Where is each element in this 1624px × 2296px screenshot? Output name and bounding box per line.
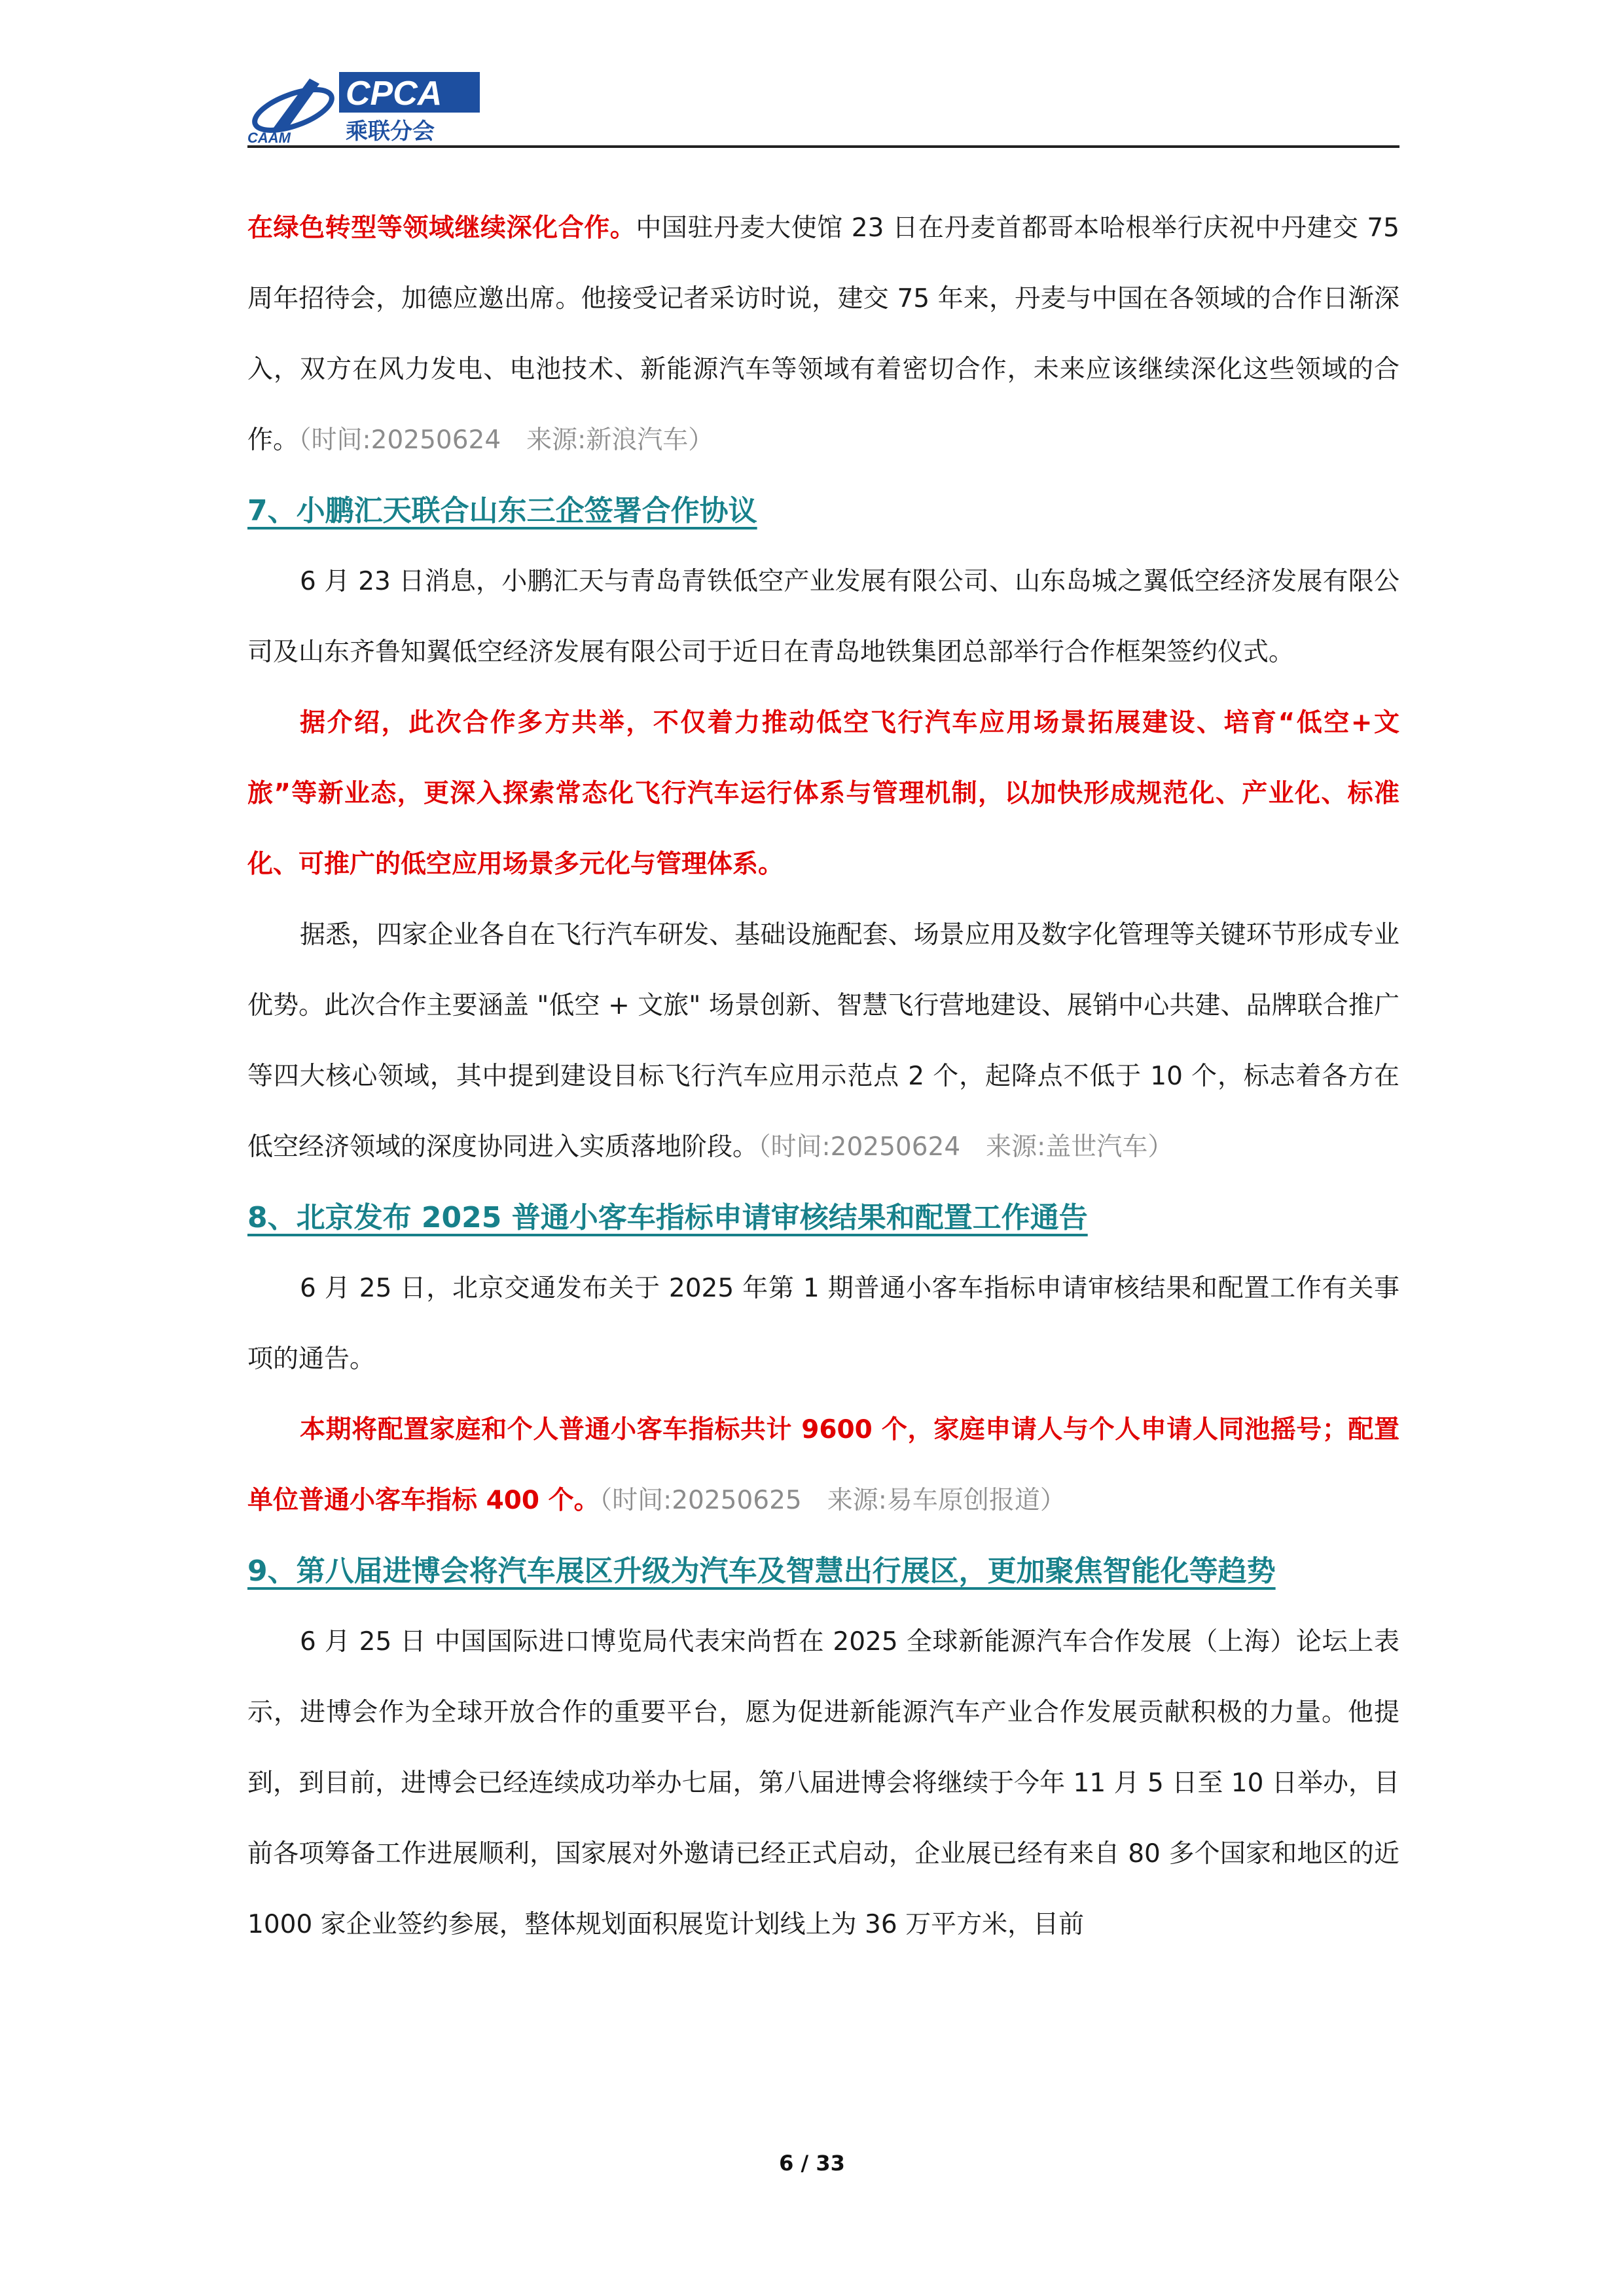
- highlight-text: 在绿色转型等领域继续深化合作。: [247, 213, 636, 243]
- article-body: [247, 193, 1399, 1960]
- highlight-text: 本期将配置家庭和个人普通小客车指标共计 9600 个，家庭申请人与个人申请人同池摇号；配置单位普通小客车指标 400 个。: [247, 1415, 1399, 1515]
- paragraph: 6 月 25 日，北京交通发布关于 2025 年第 1 期普通小客车指标申请审核结果和配置工作有关事项的通告。: [247, 1274, 1399, 1374]
- page-header: [247, 65, 1399, 147]
- section-heading-9: 9、第八届进博会将汽车展区升级为汽车及智慧出行展区，更加聚焦智能化等趋势: [247, 1554, 1276, 1588]
- source-meta: （时间:20250625 来源:易车原创报道）: [599, 1486, 1066, 1515]
- body-text: 据悉，四家企业各自在飞行汽车研发、基础设施配套、场景应用及数字化管理等关键环节形成专业优势。此次合作主要涵盖 "低空 + 文旅" 场景创新、智慧飞行营地建设、展销中心共建、品牌联合推广等四大核心领域，其中提到建设目标飞行汽车应用示范点 2 个，起降点不低于 10 个，标志着各方在低空经济领域的深度协同进入实质落地阶段。: [247, 920, 1399, 1162]
- paragraph: [247, 193, 1399, 476]
- section-heading-7: 7、小鹏汇天联合山东三企签署合作协议: [247, 494, 757, 528]
- section-heading-8: 8、北京发布 2025 普通小客车指标申请审核结果和配置工作通告: [247, 1201, 1088, 1234]
- svg-text:CPCA: CPCA: [346, 75, 442, 113]
- source-meta: （时间:20250624 来源:新浪汽车）: [298, 425, 714, 455]
- source-meta: （时间:20250624 来源:盖世汽车）: [758, 1132, 1174, 1162]
- cpca-logo: [247, 65, 483, 144]
- paragraph: [247, 900, 1399, 1183]
- highlight-paragraph: 据介绍，此次合作多方共举，不仅着力推动低空飞行汽车应用场景拓展建设、培育“低空+文旅”等新业态，更深入探索常态化飞行汽车运行体系与管理机制，以加快形成规范化、产业化、标准化、可推广的低空应用场景多元化与管理体系。: [247, 708, 1399, 879]
- body-text: 中国驻丹麦大使馆 23 日在丹麦首都哥本哈根举行庆祝中丹建交 75 周年招待会，加德应邀出席。他接受记者采访时说，建交 75 年来，丹麦与中国在各领域的合作日渐深入，双方在风力发电、电池技术、新能源汽车等领域有着密切合作，未来应该继续深化这些领域的合作。: [247, 213, 1399, 455]
- svg-text:CAAM: CAAM: [247, 130, 291, 144]
- paragraph: [247, 1395, 1399, 1536]
- header-rule: [247, 145, 1399, 148]
- page-number: 6 / 33: [779, 2151, 845, 2176]
- paragraph: 6 月 23 日消息，小鹏汇天与青岛青铁低空产业发展有限公司、山东岛城之翼低空经济发展有限公司及山东齐鲁知翼低空经济发展有限公司于近日在青岛地铁集团总部举行合作框架签约仪式。: [247, 567, 1399, 667]
- paragraph: 6 月 25 日 中国国际进口博览局代表宋尚哲在 2025 全球新能源汽车合作发展（上海）论坛上表示，进博会作为全球开放合作的重要平台，愿为促进新能源汽车产业合作发展贡献积极的力量。他提到，到目前，进博会已经连续成功举办七届，第八届进博会将继续于今年 11 月 5 日至 10 日举办，目前各项筹备工作进展顺利，国家展对外邀请已经正式启动，企业展已经有来自 80 多个国家和地区的近 1000 家企业签约参展，整体规划面积展览计划线上为 36 万平方米，目前: [247, 1627, 1399, 1939]
- svg-text:乘联分会: 乘联分会: [346, 118, 435, 144]
